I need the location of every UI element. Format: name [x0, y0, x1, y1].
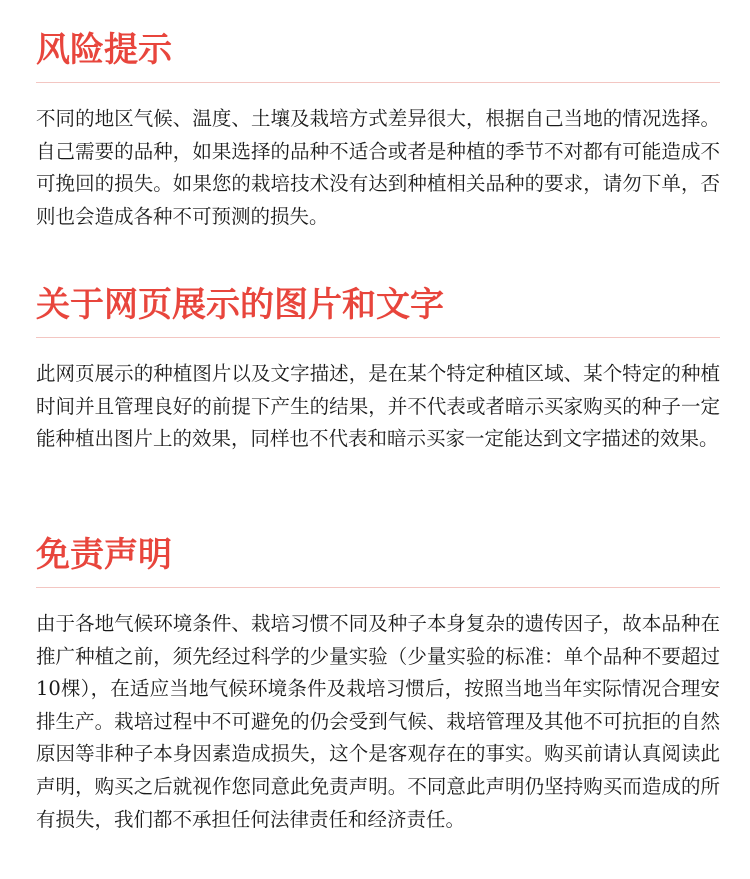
images-and-text-title: 关于网页展示的图片和文字 [36, 285, 444, 325]
section-divider [36, 82, 720, 83]
images-and-text-section [36, 283, 720, 456]
disclaimer-title: 免责声明 [36, 535, 172, 575]
images-and-text-text: 此网页展示的种植图片以及文字描述，是在某个特定种植区域、某个特定的种植时间并且管理良好的前提下产生的结果，并不代表或者暗示买家购买的种子一定能种植出图片上的效果，同样也不代表和暗示买家一定能达到文字描述的效果。 [36, 362, 720, 451]
section-divider [36, 337, 720, 338]
disclaimer-text: 由于各地气候环境条件、栽培习惯不同及种子本身复杂的遗传因子，故本品种在推广种植之前，须先经过科学的少量实验（少量实验的标准：单个品种不要超过10棵），在适应当地气候环境条件及栽培习惯后，按照当地当年实际情况合理安排生产。栽培过程中不可避免的仍会受到气候、栽培管理及其他不可抗拒的自然原因等非种子本身因素造成损失，这个是客观存在的事实。购买前请认真阅读此声明，购买之后就视作您同意此免责声明。不同意此声明仍坚持购买而造成的所有损失，我们都不承担任何法律责任和经济责任。 [36, 612, 720, 831]
disclaimer-section [36, 533, 720, 836]
risk-warning-text: 不同的地区气候、温度、土壤及栽培方式差异很大，根据自己当地的情况选择。自己需要的品种，如果选择的品种不适合或者是种植的季节不对都有可能造成不可挽回的损失。如果您的栽培技术没有达到种植相关品种的要求，请勿下单，否则也会造成各种不可预测的损失。 [36, 107, 720, 228]
section-divider [36, 587, 720, 588]
risk-warning-title: 风险提示 [36, 30, 172, 70]
risk-warning-section [36, 28, 720, 233]
